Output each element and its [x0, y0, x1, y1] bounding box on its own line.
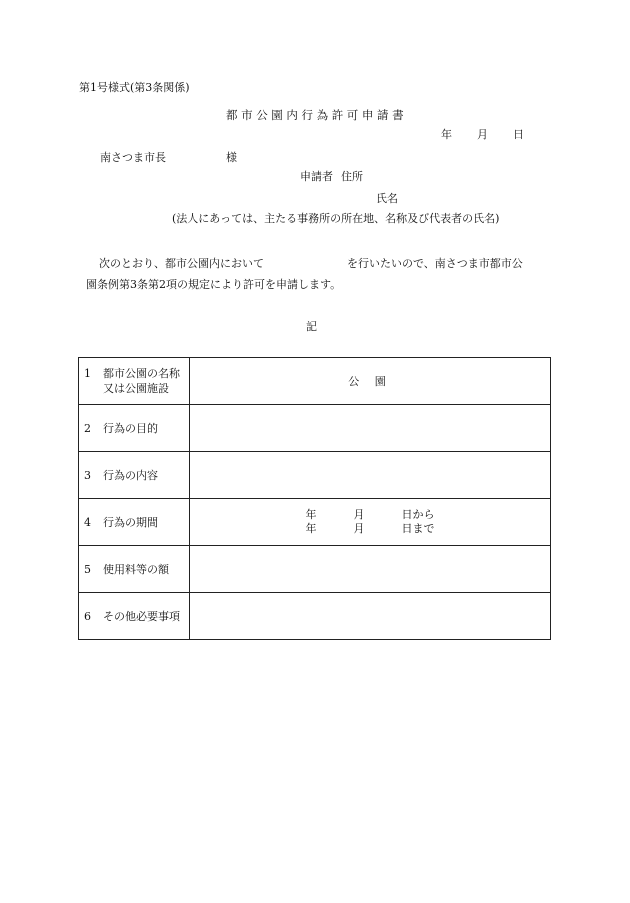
- period-values: [306, 508, 435, 536]
- row-number: 1: [84, 367, 91, 380]
- ki-heading: 記: [306, 320, 317, 333]
- content-field[interactable]: [190, 452, 551, 499]
- date-year-label: 年: [441, 128, 452, 141]
- addressee-honorific: 様: [226, 151, 237, 164]
- application-items-table: [78, 357, 551, 640]
- document-title: 都市公園内行為許可申請書: [226, 108, 408, 122]
- row-label-cell: [79, 593, 190, 640]
- other-matters-field[interactable]: [190, 593, 551, 640]
- table-row: [79, 405, 551, 452]
- row-label-cell: [79, 358, 190, 405]
- date-day-label: 日: [513, 128, 524, 141]
- row-number: 2: [84, 421, 91, 435]
- body-text-part-a: 次のとおり、都市公園内において: [99, 257, 264, 270]
- purpose-field[interactable]: [190, 405, 551, 452]
- period-field[interactable]: [190, 499, 551, 546]
- row-number: 6: [84, 609, 91, 623]
- row-label-cell: [79, 546, 190, 593]
- table-row: [79, 546, 551, 593]
- addressee-name: 南さつま市長: [100, 151, 166, 164]
- row-label-line-2: 又は公園施設: [103, 382, 169, 395]
- row-label: その他必要事項: [103, 609, 180, 623]
- table-row: [79, 452, 551, 499]
- applicant-address-line: [300, 170, 363, 184]
- row-label: 行為の目的: [103, 421, 158, 435]
- body-text-part-b: を行いたいので、南さつま市都市公: [347, 257, 523, 270]
- park-name-field[interactable]: [190, 358, 551, 405]
- table-row: [79, 358, 551, 405]
- applicant-name-label: 氏名: [376, 192, 398, 205]
- row-label: 行為の期間: [103, 515, 158, 529]
- body-text-line-1: [99, 257, 523, 271]
- row-label: 行為の内容: [103, 468, 158, 482]
- park-name-value: 公 園: [348, 375, 392, 388]
- row-number: 3: [84, 468, 91, 482]
- body-text-line-2: 園条例第3条第2項の規定により許可を申請します。: [86, 278, 342, 291]
- row-label: 使用料等の額: [103, 562, 169, 576]
- start-day-suffix: 日から: [401, 508, 435, 521]
- end-day-suffix: 日まで: [401, 522, 435, 535]
- row-label-cell: [79, 499, 190, 546]
- fee-field[interactable]: [190, 546, 551, 593]
- start-year: 年: [305, 508, 317, 521]
- form-number: 第1号様式(第3条関係): [79, 81, 190, 94]
- corporation-note: (法人にあっては、主たる事務所の所在地、名称及び代表者の氏名): [172, 212, 500, 225]
- row-number: 4: [84, 515, 91, 529]
- start-month: 月: [353, 508, 365, 521]
- address-label: 住所: [341, 170, 363, 183]
- row-label-cell: [79, 452, 190, 499]
- row-label: 都市公園の名称: [103, 367, 180, 380]
- table-row: [79, 593, 551, 640]
- table-row: [79, 499, 551, 546]
- date-month-label: 月: [477, 128, 488, 141]
- row-label-cell: [79, 405, 190, 452]
- row-number: 5: [84, 562, 91, 576]
- end-month: 月: [353, 522, 365, 535]
- applicant-label: 申請者: [300, 170, 333, 183]
- period-end: [306, 522, 435, 536]
- date-line: [441, 128, 524, 142]
- end-year: 年: [305, 522, 317, 535]
- period-start: [306, 508, 435, 522]
- addressee: [100, 151, 237, 165]
